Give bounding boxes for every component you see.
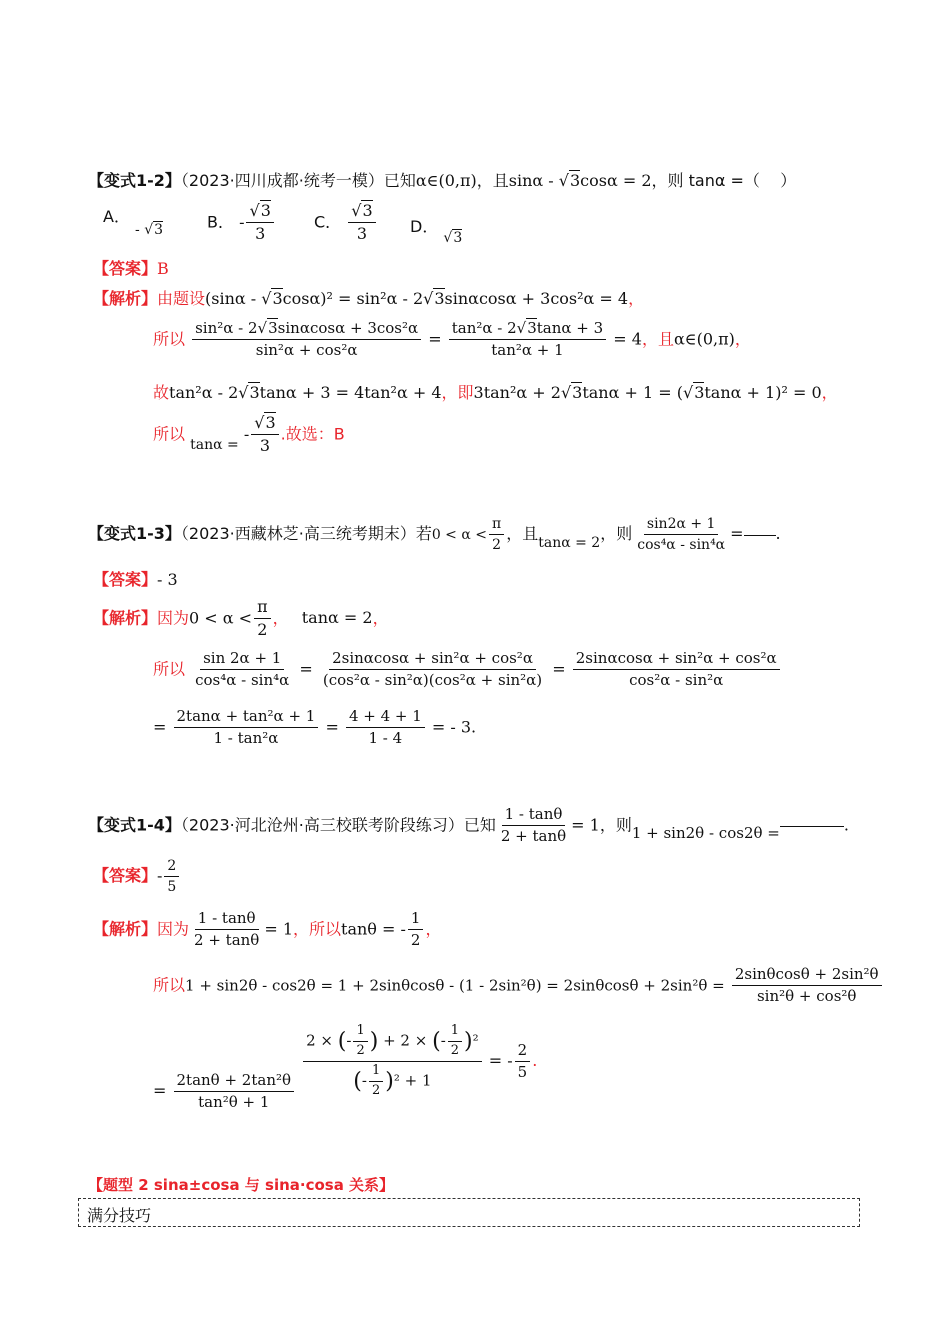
analysis-1-4-line2: 所以1 + sin2θ - cos2θ = 1 + 2sinθcosθ - (1 - 2sin²θ) = 2sinθcosθ + 2sin²θ = $\frac{\text{2sinθcosθ + 2sin²θ}}{\text{sin²θ + cos²θ}}$	[153, 966, 884, 1006]
analysis-1-3-line2: 所以 $\frac{\sin 2\alpha + 1}{\text{cos⁴α - sin⁴α}}$ = $\frac{\text{2sinαcosα + sin²α + cos²α}}{\text{(cos²α - sin²α)(cos²α + sin²α)}}$ = $\frac{\text{2sinαcosα + sin²α + cos²α}}{\text{cos²α - sin²α}}$	[153, 650, 782, 690]
option-a-letter: A．	[103, 207, 130, 226]
problem-source: （2023·河北沧州·高三校联考阶段练习）已知	[180, 815, 496, 835]
analysis-1-4-line3: = $\frac{\text{2tanθ + 2tan²θ}}{\text{tan²θ + 1}}$ 2 × (- $\frac{1}{2}$ ) + 2 × (- $\frac{1}{2}$ )² (- $\frac{1}{2}$ )² + 1 = - $\frac{2}{5}$ .	[153, 1023, 538, 1111]
analysis-1-2-line2: 所以 $\frac{\text{sin²α - 2√3sinαcosα + 3cos²α}}{\text{sin²α + cos²α}}$ = $\frac{\text{tan²α - 2√3tanα + 3}}{\text{tan²α + 1}}$ = 4，且α∈(0,π)，	[153, 319, 751, 360]
answer-1-3: 【答案】- 3	[93, 570, 178, 589]
text-and: ，且	[476, 171, 509, 190]
answer-value: - 3	[157, 570, 178, 589]
answer-1-2: 【答案】B	[93, 259, 169, 278]
option-c: C． $\frac{√3}{3}$	[314, 202, 378, 244]
analysis-1-3-line3: = $\frac{\text{2tanα + tan²α + 1}}{\text{1 - tan²α}}$ = $\frac{4 + 4 + 1}{1 - 4}$ = - 3.	[153, 707, 477, 748]
analysis-1-3-line1: 【解析】因为0 < α < $\frac{\pi}{2}$ ， tanα = 2，	[93, 597, 389, 640]
problem-tag: 【变式1-4】	[88, 815, 181, 835]
problem-1-4-stem: 【变式1-4】（2023·河北沧州·高三校联考阶段练习）已知 $\frac{1 - \tan\theta}{2 + \tan\theta}$ = 1，则1 + sin2θ - cos2θ = .	[88, 805, 849, 846]
answer-value: B	[157, 259, 169, 278]
option-d: D． √3	[410, 217, 463, 246]
condition-equation: sinα - √3cosα = 2	[508, 171, 652, 190]
answer-1-4: 【答案】- $\frac{2}{5}$	[93, 858, 181, 895]
tips-box	[78, 1198, 860, 1227]
option-a-value: - √3	[135, 222, 164, 238]
problem-tag: 【变式1-3】	[88, 524, 181, 544]
analysis-1-2-line1: 【解析】由题设(sinα - √3cosα)² = sin²α - 2√3sinαcosα + 3cos²α = 4，	[93, 289, 645, 308]
options-row	[103, 204, 164, 238]
option-b: B． - $\frac{√3}{3}$	[207, 202, 276, 244]
analysis-1-2-line3: 故tan²α - 2√3tanα + 3 = 4tan²α + 4，即3tan²α + 2√3tanα + 1 = (√3tanα + 1)² = 0，	[153, 383, 838, 402]
analysis-1-2-line4: 所以 tanα = - $\frac{√3}{3}$ .故选：B	[153, 413, 345, 456]
condition-interval: α∈(0,π)	[415, 171, 477, 190]
analysis-1-4-line1: 【解析】因为 $\frac{1 - \tan\theta}{2 + \tan\theta}$ = 1，所以tanθ = - $\frac{1}{2}$ ，	[93, 909, 442, 950]
option-d-letter: D．	[410, 217, 439, 236]
tips-label: 满分技巧	[87, 1206, 152, 1225]
option-b-letter: B．	[207, 212, 234, 232]
problem-tag: 【变式1-2】	[88, 171, 181, 190]
problem-source: （2023·西藏林芝·高三统考期末）若	[180, 524, 432, 544]
section-2-title: 【题型 2 sina±cosa 与 sina·cosa 关系】	[88, 1176, 395, 1194]
option-c-letter: C．	[314, 212, 342, 232]
problem-source: （2023·四川成都·统考一模）已知	[180, 171, 416, 190]
problem-1-2-stem	[88, 168, 796, 191]
question-tail: ，则 tanα =（ ）	[651, 171, 797, 190]
problem-1-3-stem: 【变式1-3】（2023·西藏林芝·高三统考期末）若0 < α < $\frac{\pi}{2}$ ，且tanα = 2，则 $\frac{\sin 2\alpha + 1}{\text{cos⁴α - sin⁴α}}$ = .	[88, 516, 781, 554]
